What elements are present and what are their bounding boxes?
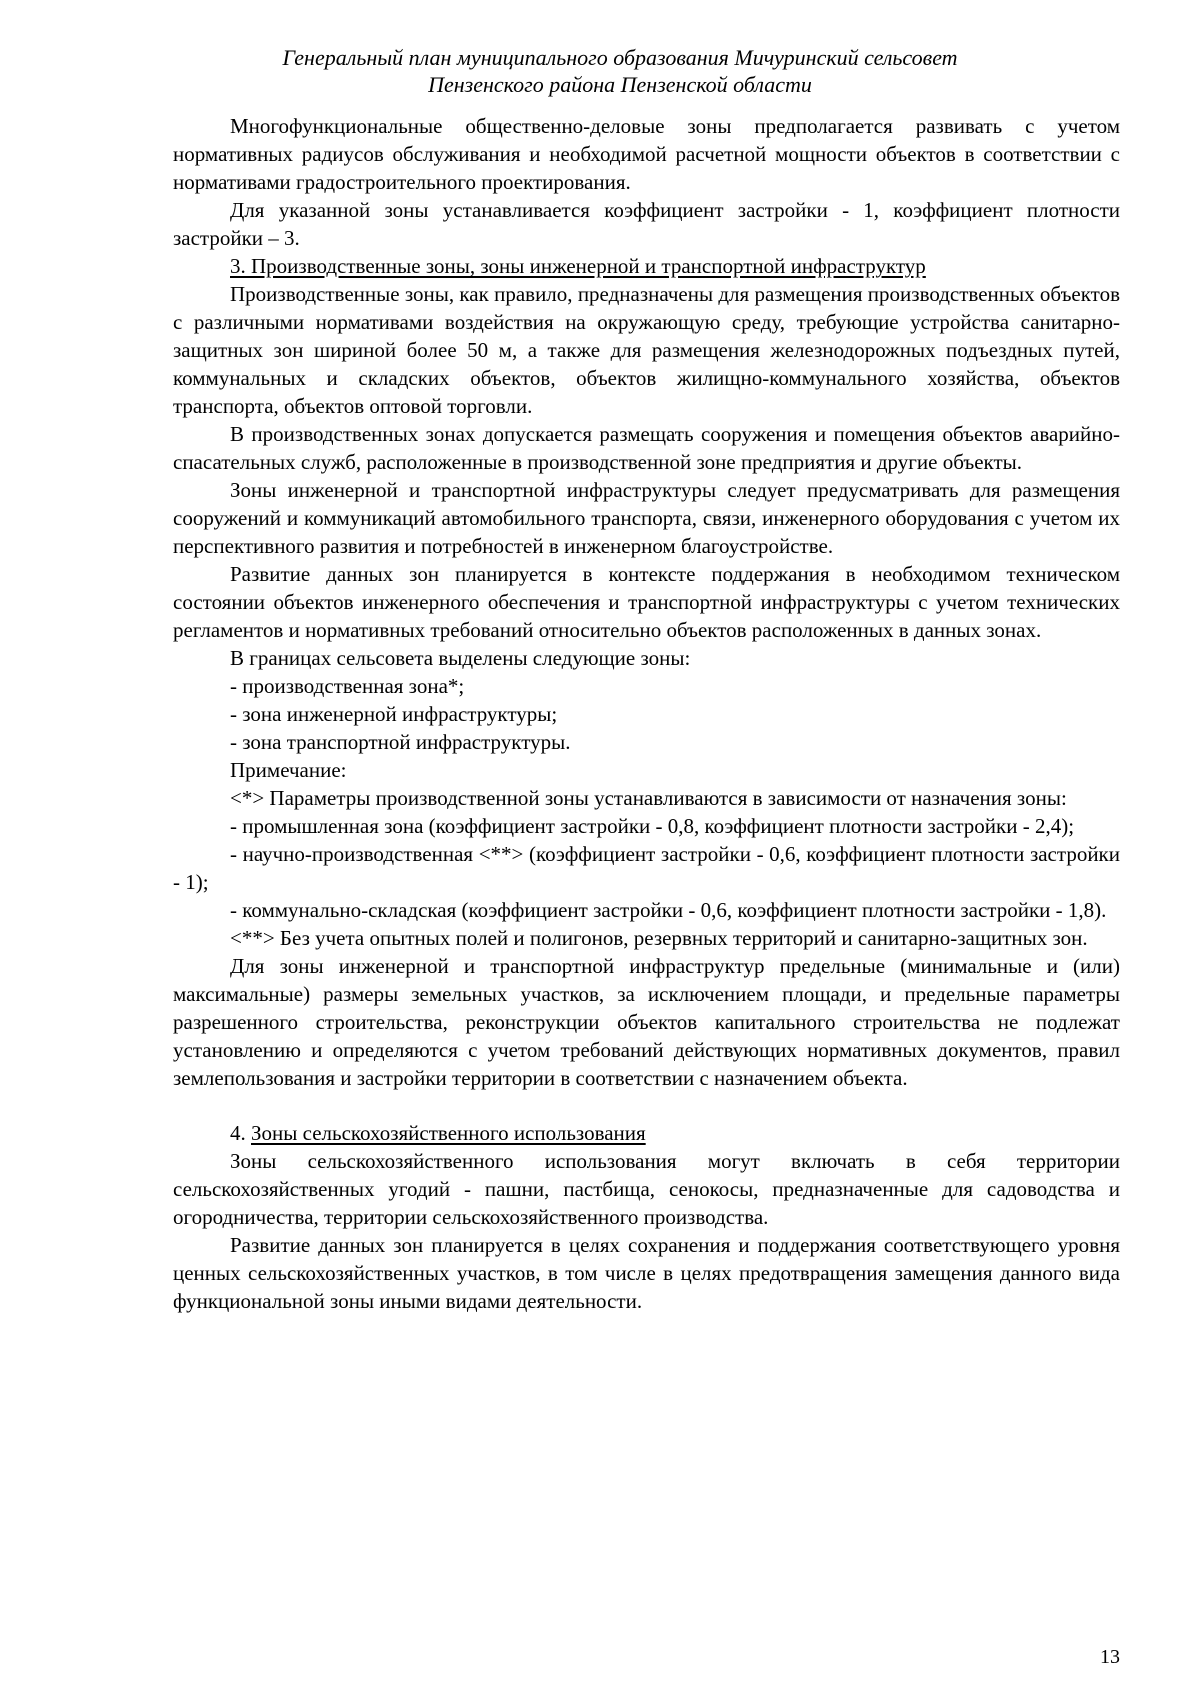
section-heading (173, 252, 1120, 280)
section-heading-text: 3. Производственные зоны, зоны инженерной и транспортной инфраструктур (230, 254, 926, 278)
paragraph: Производственные зоны, как правило, предназначены для размещения производственных объектов с различными нормативами воздействия на окружающую среду, требующие устройства санитарно-защитных зон шириной более 50 м, а также для размещения железнодорожных подъездных путей, коммунальных и складских объектов, объектов жилищно-коммунального хозяйства, объектов транспорта, объектов оптовой торговли. (173, 282, 1120, 418)
paragraph: В производственных зонах допускается размещать сооружения и помещения объектов аварийно-спасательных служб, расположенные в производственной зоне предприятия и другие объекты. (173, 422, 1120, 474)
section-heading-number: 4. (230, 1121, 246, 1145)
list-item: - зона транспортной инфраструктуры. (230, 730, 571, 754)
paragraph: - промышленная зона (коэффициент застройки - 0,8, коэффициент плотности застройки - 2,4); (230, 814, 1075, 838)
paragraph: - научно-производственная <**> (коэффициент застройки - 0,6, коэффициент плотности застройки - 1); (173, 842, 1120, 894)
paragraph: Для указанной зоны устанавливается коэффициент застройки - 1, коэффициент плотности застройки – 3. (173, 198, 1120, 250)
document-body (173, 112, 1120, 1315)
spacer (173, 1092, 1120, 1119)
paragraph: Многофункциональные общественно-деловые зоны предполагается развивать с учетом нормативных радиусов обслуживания и необходимой расчетной мощности объектов в соответствии с нормативами градостроительного проектирования. (173, 114, 1120, 194)
page-header (0, 44, 1200, 98)
header-line-1: Генеральный план муниципального образования Мичуринский сельсовет (282, 45, 958, 70)
paragraph: Развитие данных зон планируется в контексте поддержания в необходимом техническом состоянии объектов инженерного обеспечения и транспортной инфраструктуры с учетом технических регламентов и нормативных требований относительно объектов расположенных в данных зонах. (173, 562, 1120, 642)
paragraph: <**> Без учета опытных полей и полигонов, резервных территорий и санитарно-защитных зон. (230, 926, 1088, 950)
section-heading (173, 1119, 1120, 1147)
paragraph: Для зоны инженерной и транспортной инфраструктур предельные (минимальные и (или) максимальные) размеры земельных участков, за исключением площади, и предельные параметры разрешенного строительства, реконструкции объектов капитального строительства не подлежат установлению и определяются с учетом требований действующих нормативных документов, правил землепользования и застройки территории в соответствии с назначением объекта. (173, 954, 1120, 1090)
paragraph: Зоны сельскохозяйственного использования могут включать в себя территории сельскохозяйственных угодий - пашни, пастбища, сенокосы, предназначенные для садоводства и огородничества, территории сельскохозяйственного производства. (173, 1149, 1120, 1229)
page-number: 13 (1100, 1646, 1120, 1668)
list-item: - зона инженерной инфраструктуры; (230, 702, 558, 726)
section-heading-text: Зоны сельскохозяйственного использования (251, 1121, 646, 1145)
paragraph: Зоны инженерной и транспортной инфраструктуры следует предусматривать для размещения сооружений и коммуникаций автомобильного транспорта, связи, инженерного оборудования с учетом их перспективного развития и потребностей в инженерном благоустройстве. (173, 478, 1120, 558)
header-line-2: Пензенского района Пензенской области (428, 72, 812, 97)
paragraph: <*> Параметры производственной зоны устанавливаются в зависимости от назначения зоны: (230, 786, 1067, 810)
paragraph: - коммунально-складская (коэффициент застройки - 0,6, коэффициент плотности застройки - 1,8). (230, 898, 1107, 922)
paragraph: Развитие данных зон планируется в целях сохранения и поддержания соответствующего уровня ценных сельскохозяйственных участков, в том числе в целях предотвращения замещения данного вида функциональной зоны иными видами деятельности. (173, 1233, 1120, 1313)
note-label: Примечание: (230, 758, 347, 782)
list-item: - производственная зона*; (230, 674, 465, 698)
paragraph: В границах сельсовета выделены следующие зоны: (230, 646, 691, 670)
